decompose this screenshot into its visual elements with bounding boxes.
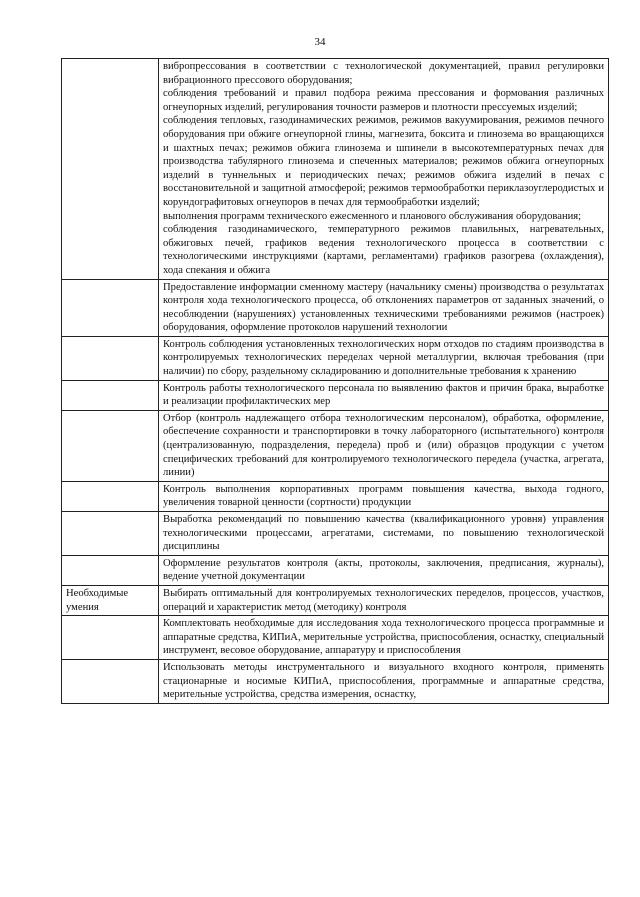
table-row xyxy=(62,616,609,660)
content-paragraph: Контроль выполнения корпоративных программ повышения качества, выхода годного, увеличения товарной ценности (сортности) продукции xyxy=(163,483,604,509)
content-paragraph: Предоставление информации сменному мастеру (начальнику смены) производства о результатах контроля хода технологического процесса, об отклонениях параметров от заданных значений, о несоблюдении (нарушениях) установленных техническими требованиями режимов (настроек) оборудования, оформление протоколов нарушений технологии xyxy=(163,281,604,334)
row-label xyxy=(62,380,159,410)
table-row xyxy=(62,336,609,380)
table-row xyxy=(62,59,609,280)
table-row xyxy=(62,279,609,336)
content-paragraph: Выбирать оптимальный для контролируемых технологических переделов, процессов, участков, операций и характеристик метод (методику) контроля xyxy=(163,587,604,613)
content-paragraph: Использовать методы инструментального и визуального входного контроля, применять стационарные и носимые КИПиА, приспособления, программные и аппаратные средства, мерительные устройства, средства измерения, оснастку, xyxy=(163,661,604,701)
row-content xyxy=(159,481,609,511)
row-label xyxy=(62,279,159,336)
page-number: 34 xyxy=(314,36,326,48)
table-row xyxy=(62,659,609,703)
row-content xyxy=(159,555,609,585)
content-paragraph: Контроль соблюдения установленных технологических норм отходов по стадиям производства в контролируемых технологических переделах черной металлургии, включая требования (при наличии) по сбору, раздельному складированию и дополнительные требования к хранению xyxy=(163,338,604,378)
table-row xyxy=(62,555,609,585)
requirements-table xyxy=(61,58,609,704)
content-paragraph: Контроль работы технологического персонала по выявлению фактов и причин брака, выработке и реализации профилактических мер xyxy=(163,382,604,408)
row-content xyxy=(159,616,609,660)
row-label xyxy=(62,512,159,556)
row-content xyxy=(159,585,609,615)
content-paragraph: Выработка рекомендаций по повышению качества (квалификационного уровня) управления технологическими процессами, агрегатами, системами, по повышению технологической дисциплины xyxy=(163,514,604,553)
table-row xyxy=(62,585,609,615)
row-content xyxy=(159,659,609,703)
table-row xyxy=(62,512,609,556)
content-paragraph: соблюдения тепловых, газодинамических режимов, режимов вакуумирования, режимов печного оборудования при обжиге огнеупорной глины, магнезита, боксита и глинозема во вращающихся и шахтных печах; режимов обжига глинозема и шпинели в высокотемпературных печах для производства табулярного глинозема и спеченных материалов; режимов обжига огнеупорных изделий в туннельных и периодических печах; режимов обжига изделий в печах с восстановительной и защитной атмосферой; режимов термообработки периклазоуглеродистых и корундографитовых огнеупоров в печах для термообработки изделий; xyxy=(163,115,604,208)
row-label xyxy=(62,59,159,280)
row-content xyxy=(159,380,609,410)
content-paragraph: Отбор (контроль надлежащего отбора технологическим персоналом), обработка, оформление, обеспечение сохранности и транспортировки в точку лабораторного (испытательного) контроля (централизованную, подразделения, передела) проб и (или) образцов продукции с учетом специфических требований для контролируемого технологического передела (участка, агрегата, линии) xyxy=(163,412,604,479)
content-paragraph: соблюдения газодинамического, температурного режимов плавильных, нагревательных, обжиговых печей, графиков ведения технологического процесса в соответствии с технологическими инструкциями (картами, регламентами) графиков разогрева (охлаждения), хода спекания и обжига xyxy=(163,224,604,276)
content-paragraph: Комплектовать необходимые для исследования хода технологического процесса программные и аппаратные средства, КИПиА, мерительные устройства, приспособления, оснастку, специальный инструмент, весовое оборудование, аппаратуру и приспособления xyxy=(163,618,604,657)
content-paragraph: вибропрессования в соответствии с технологической документацией, правил регулировки вибрационного прессового оборудования; xyxy=(163,61,604,86)
table-row xyxy=(62,410,609,481)
row-label xyxy=(62,336,159,380)
row-label xyxy=(62,659,159,703)
content-paragraph: Оформление результатов контроля (акты, протоколы, заключения, предписания, журналы), ведение учетной документации xyxy=(163,557,604,583)
table-body xyxy=(62,59,609,704)
table-row xyxy=(62,380,609,410)
row-label xyxy=(62,616,159,660)
content-paragraph: выполнения программ технического ежесменного и планового обслуживания оборудования; xyxy=(163,210,582,222)
row-content xyxy=(159,410,609,481)
row-label xyxy=(62,481,159,511)
row-content xyxy=(159,59,609,280)
row-label xyxy=(62,410,159,481)
row-label: Необходимые умения xyxy=(62,585,159,615)
row-content xyxy=(159,336,609,380)
row-label xyxy=(62,555,159,585)
content-paragraph: соблюдения требований и правил подбора режима прессования и формования различных огнеупорных изделий, регулирования точности размеров и плотности прессуемых изделий; xyxy=(163,88,604,113)
row-content xyxy=(159,512,609,556)
row-content xyxy=(159,279,609,336)
table-row xyxy=(62,481,609,511)
